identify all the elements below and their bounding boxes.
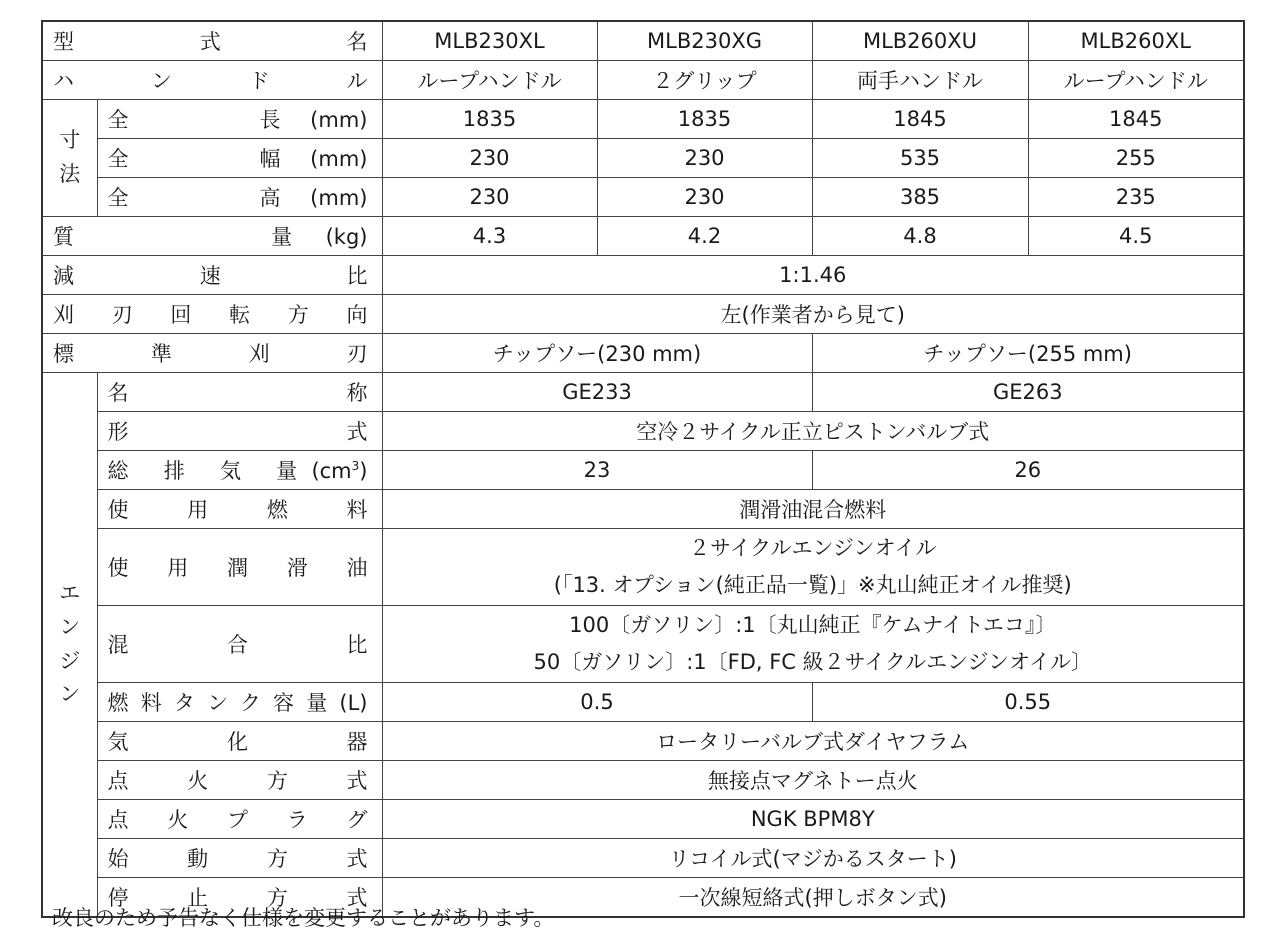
value-cell: 230	[597, 178, 812, 217]
value-cell: 385	[812, 178, 1028, 217]
label-plug: 点火プラグ	[97, 800, 382, 839]
row-engine-type	[42, 412, 1244, 451]
value-cell	[382, 529, 1244, 606]
row-model	[42, 21, 1244, 61]
group-engine-label: エンジン	[59, 581, 81, 707]
label-rotation: 刈刃回転方向	[42, 295, 382, 334]
row-length	[42, 100, 1244, 139]
value-cell: 左(作業者から見て)	[382, 295, 1244, 334]
value-cell: リコイル式(マジかるスタート)	[382, 839, 1244, 878]
value-cell: 1835	[597, 100, 812, 139]
value-cell: 一次線短絡式(押しボタン式)	[382, 878, 1244, 918]
row-engine-name	[42, 373, 1244, 412]
row-mix-ratio	[42, 606, 1244, 683]
oil-line-2: (「13. オプション(純正品一覧)」※丸山純正オイル推奨)	[553, 573, 1072, 597]
value-cell: 0.55	[812, 683, 1244, 722]
model-col-2: MLB230XG	[597, 21, 812, 61]
label-length: 全 長(mm)	[97, 100, 382, 139]
label-ignition: 点 火 方 式	[97, 761, 382, 800]
label-engine-name: 名 称	[97, 373, 382, 412]
mix-line-2: 50〔ガソリン〕:1〔FD, FC 級２サイクルエンジンオイル〕	[533, 650, 1093, 674]
label-start: 始 動 方 式	[97, 839, 382, 878]
row-height	[42, 178, 1244, 217]
row-carburetor	[42, 722, 1244, 761]
value-cell: 1:1.46	[382, 256, 1244, 295]
value-cell: 26	[812, 451, 1244, 490]
label-displacement: 総 排 気 量$(cm^3)$	[97, 451, 382, 490]
group-engine	[42, 373, 97, 918]
row-tank	[42, 683, 1244, 722]
label-mass: 質 量(kg)	[42, 217, 382, 256]
value-cell: 0.5	[382, 683, 812, 722]
value-cell: 無接点マグネトー点火	[382, 761, 1244, 800]
row-ignition	[42, 761, 1244, 800]
model-col-3: MLB260XU	[812, 21, 1028, 61]
mix-line-1: 100〔ガソリン〕:1〔丸山純正『ケムナイトエコ』〕	[569, 613, 1057, 638]
row-mass	[42, 217, 1244, 256]
value-cell: NGK BPM8Y	[382, 800, 1244, 839]
row-reduction	[42, 256, 1244, 295]
label-handle: ハ ン ド ル	[42, 61, 382, 100]
value-cell: 1845	[812, 100, 1028, 139]
value-cell: 23	[382, 451, 812, 490]
row-fuel	[42, 490, 1244, 529]
value-cell: チップソー(255 mm)	[812, 334, 1244, 373]
row-plug	[42, 800, 1244, 839]
value-cell: 230	[382, 178, 597, 217]
value-cell: GE233	[382, 373, 812, 412]
value-cell	[382, 606, 1244, 683]
label-fuel: 使 用 燃 料	[97, 490, 382, 529]
value-cell: 1835	[382, 100, 597, 139]
value-cell: 230	[382, 139, 597, 178]
label-width: 全 幅(mm)	[97, 139, 382, 178]
footnote: 改良のため予告なく仕様を変更することがあります。	[52, 906, 555, 930]
value-cell: ループハンドル	[382, 61, 597, 100]
row-handle	[42, 61, 1244, 100]
row-std-blade	[42, 334, 1244, 373]
value-cell: 4.5	[1028, 217, 1244, 256]
value-cell: 235	[1028, 178, 1244, 217]
value-cell: 空冷２サイクル正立ピストンバルブ式	[382, 412, 1244, 451]
group-dimensions-label: 寸法	[59, 128, 81, 186]
label-tank: 燃料タンク容量(L)	[97, 683, 382, 722]
value-cell: 4.8	[812, 217, 1028, 256]
label-reduction: 減 速 比	[42, 256, 382, 295]
row-rotation	[42, 295, 1244, 334]
model-col-1: MLB230XL	[382, 21, 597, 61]
label-engine-type: 形 式	[97, 412, 382, 451]
label-mix-ratio: 混 合 比	[97, 606, 382, 683]
row-width	[42, 139, 1244, 178]
label-std-blade: 標 準 刈 刃	[42, 334, 382, 373]
value-cell: 230	[597, 139, 812, 178]
value-cell: 535	[812, 139, 1028, 178]
label-oil: 使 用 潤 滑 油	[97, 529, 382, 606]
value-cell: 潤滑油混合燃料	[382, 490, 1244, 529]
value-cell: 1845	[1028, 100, 1244, 139]
value-cell: ループハンドル	[1028, 61, 1244, 100]
value-cell: 255	[1028, 139, 1244, 178]
value-cell: ロータリーバルブ式ダイヤフラム	[382, 722, 1244, 761]
label-carburetor: 気 化 器	[97, 722, 382, 761]
label-height: 全 高(mm)	[97, 178, 382, 217]
value-cell: チップソー(230 mm)	[382, 334, 812, 373]
group-dimensions	[42, 100, 97, 217]
value-cell: 4.2	[597, 217, 812, 256]
row-start	[42, 839, 1244, 878]
value-cell: 4.3	[382, 217, 597, 256]
label-model-name: 型 式 名	[42, 21, 382, 61]
label-stop: 停 止 方 式	[97, 878, 382, 918]
oil-line-1: ２サイクルエンジンオイル	[689, 536, 937, 561]
row-oil	[42, 529, 1244, 606]
value-cell: 両手ハンドル	[812, 61, 1028, 100]
model-col-4: MLB260XL	[1028, 21, 1244, 61]
spec-table	[41, 20, 1245, 918]
value-cell: ２グリップ	[597, 61, 812, 100]
row-displacement	[42, 451, 1244, 490]
value-cell: GE263	[812, 373, 1244, 412]
